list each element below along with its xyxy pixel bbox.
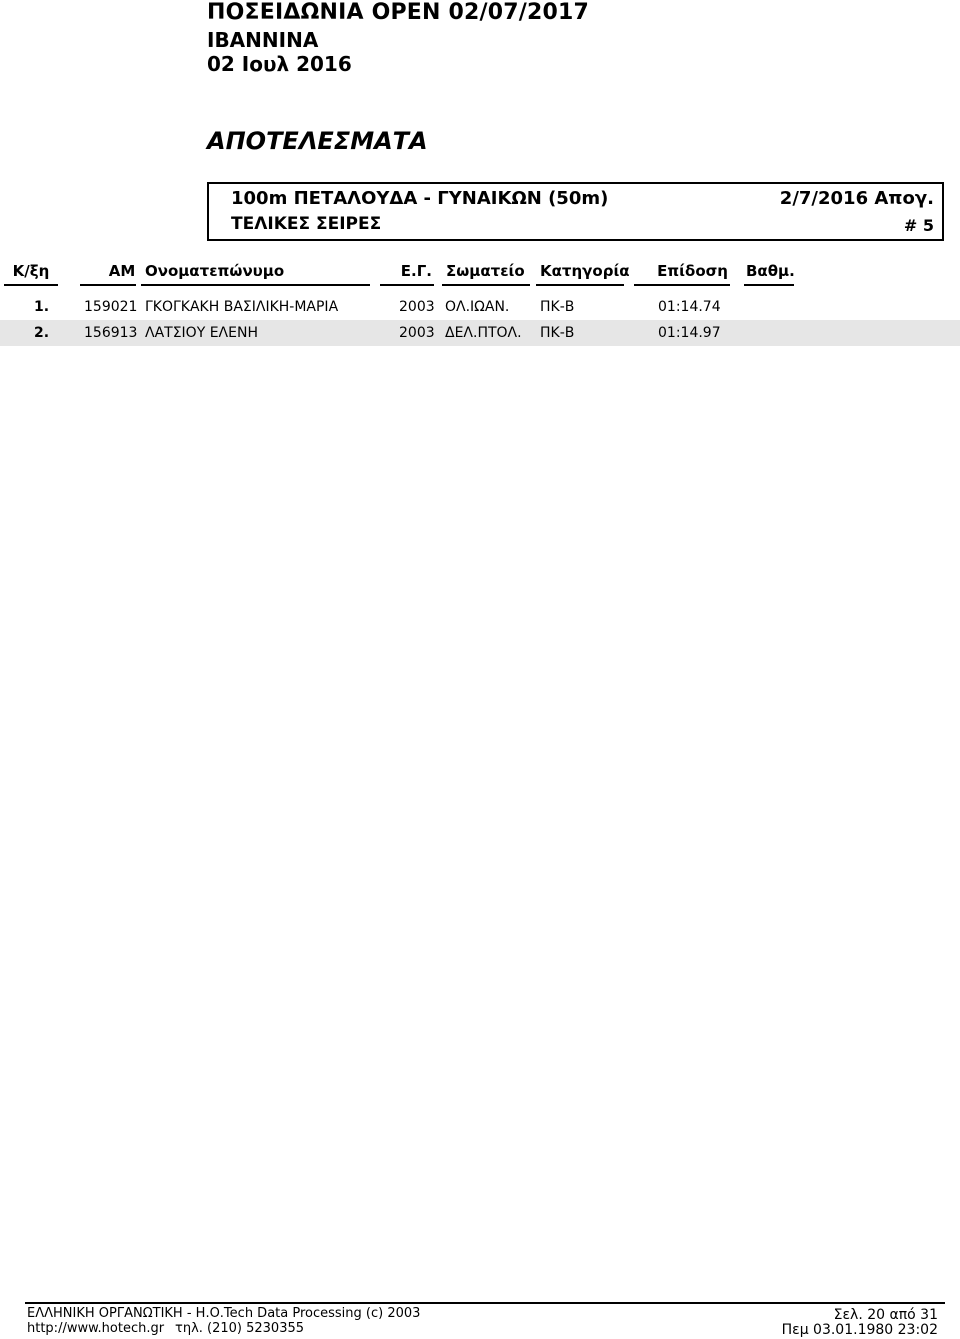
category-cell: ΠΚ-Β [540, 325, 575, 341]
meet-date: 02 Ιουλ 2016 [207, 52, 352, 76]
column-header-underline [80, 284, 136, 286]
footer-url: http://www.hotech.gr [27, 1321, 165, 1336]
time-cell: 01:14.97 [658, 325, 721, 341]
column-header-underline [141, 284, 370, 286]
footer-page-number: Σελ. 20 από 31 [833, 1307, 938, 1323]
meet-city: ΙΒΑΝΝΙΝΑ [207, 28, 319, 52]
event-date-session: 2/7/2016 Απογ. [779, 188, 934, 209]
column-header-rank: Κ/ξη [12, 262, 50, 280]
column-header-underline [4, 284, 58, 286]
event-heat: # 5 [903, 216, 934, 235]
column-header-underline [442, 284, 530, 286]
rank-cell: 1. [34, 299, 50, 315]
section-title: ΑΠΟΤΕΛΕΣΜΑΤΑ [207, 127, 428, 155]
column-header-points: Βαθμ. [746, 262, 795, 280]
club-cell: ΟΛ.ΙΩΑΝ. [445, 299, 510, 315]
rank-cell: 2. [34, 325, 50, 341]
column-header-name: Ονοματεπώνυμο [145, 262, 285, 280]
name-cell: ΛΑΤΣΙΟΥ ΕΛΕΝΗ [145, 325, 258, 341]
column-header-time: Επίδοση [657, 262, 728, 280]
footer-print-timestamp: Πεμ 03.01.1980 23:02 [781, 1322, 938, 1338]
table-row [0, 320, 960, 346]
table-row [0, 294, 960, 320]
meet-title: ΠΟΣΕΙΔΩΝΙΑ OPEN 02/07/2017 [207, 0, 590, 25]
birth-year-cell: 2003 [399, 325, 435, 341]
am-cell: 159021 [84, 299, 138, 315]
column-header-underline [536, 284, 624, 286]
results-table-header [0, 262, 960, 288]
column-header-underline [380, 284, 434, 286]
event-round: ΤΕΛΙΚΕΣ ΣΕΙΡΕΣ [231, 214, 382, 234]
birth-year-cell: 2003 [399, 299, 435, 315]
footer-phone: τηλ. (210) 5230355 [175, 1321, 305, 1336]
event-box [207, 182, 944, 241]
column-header-birth-year: Ε.Γ. [400, 262, 432, 280]
club-cell: ΔΕΛ.ΠΤΟΛ. [445, 325, 522, 341]
footer-company: ΕΛΛΗΝΙΚΗ ΟΡΓΑΝΩΤΙΚΗ - Η.Ο.Tech Data Processing (c) 2003 [27, 1306, 421, 1321]
name-cell: ΓΚΟΓΚΑΚΗ ΒΑΣΙΛΙΚΗ-ΜΑΡΙΑ [145, 299, 339, 315]
column-header-am: ΑΜ [108, 262, 136, 280]
column-header-underline [744, 284, 794, 286]
am-cell: 156913 [84, 325, 138, 341]
column-header-category: Κατηγορία [540, 262, 630, 280]
time-cell: 01:14.74 [658, 299, 721, 315]
category-cell: ΠΚ-Β [540, 299, 575, 315]
column-header-club: Σωματείο [446, 262, 525, 280]
column-header-underline [634, 284, 730, 286]
event-name: 100m ΠΕΤΑΛΟΥΔΑ - ΓΥΝΑΙΚΩΝ (50m) [231, 188, 609, 209]
footer-divider [25, 1302, 945, 1304]
